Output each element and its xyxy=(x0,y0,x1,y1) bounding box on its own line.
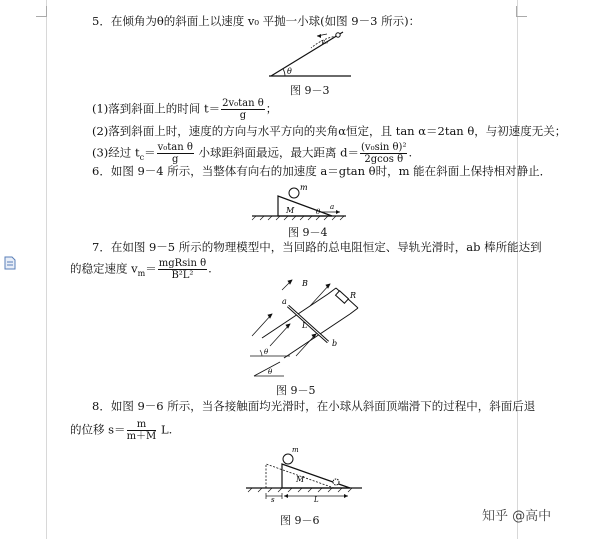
document-icon[interactable] xyxy=(4,256,16,270)
margin-corner-mark xyxy=(36,6,47,17)
theta-label: θ xyxy=(287,67,292,76)
m-label: m xyxy=(292,446,299,454)
figure-9-3 xyxy=(265,30,355,80)
problem-7-line2: 的稳定速度 $v_m=$ $\frac{\text{mgRsin θ}}{\text{B²L²}}$ . xyxy=(70,258,212,281)
figure-9-5 xyxy=(232,276,362,382)
figure-9-6 xyxy=(244,444,364,504)
problem-6-statement: 6．如图 9－4 所示，当整体有向右的加速度 a＝gtan θ时，m 能在斜面上保持相对静止． xyxy=(92,164,552,178)
s-label: s xyxy=(271,496,275,504)
M-label: M xyxy=(296,475,305,484)
a-label: a xyxy=(282,297,287,306)
margin-corner-mark xyxy=(516,6,527,17)
problem-5-sub1: (1)落到斜面上的时间 t＝ $\frac{\text{2v₀tan θ}}{g}$ ； xyxy=(92,98,278,121)
L-label: L xyxy=(314,496,319,504)
theta-label: θ xyxy=(268,368,273,376)
theta-label-bottom: θ xyxy=(264,348,269,356)
problem-5-sub3: (3)经过 $t_c=$ $\frac{\text{v₀tan θ}}{g}$ 小球距斜面最远，最大距离 d＝ $\frac{\text{(v₀sin θ)²}}{\text{2gcos θ}}$ . xyxy=(92,142,413,165)
b-label: b xyxy=(332,339,338,348)
m-label: m xyxy=(300,183,308,192)
problem-8-line1: 8．如图 9－6 所示，当各接触面均光滑时，在小球从斜面顶端滑下的过程中，斜面后退 xyxy=(92,399,536,413)
watermark: 知乎 @高中 xyxy=(482,509,552,524)
figure-9-3-caption: 图 9－3 xyxy=(290,84,330,97)
problem-5-statement: 5．在倾角为θ的斜面上以速度 v₀ 平抛一小球(如图 9－3 所示)： xyxy=(92,14,421,28)
M-label: M xyxy=(286,206,295,215)
figure-9-5-caption: 图 9－5 xyxy=(276,384,316,397)
figure-9-6-caption: 图 9－6 xyxy=(280,514,320,527)
figure-9-4-caption: 图 9－4 xyxy=(288,226,328,239)
R-label: R xyxy=(350,291,357,300)
figure-9-4 xyxy=(250,180,350,222)
problem-7-line1: 7．在如图 9－5 所示的物理模型中，当回路的总电阻恒定、导轨光滑时，ab 棒所能达到 xyxy=(92,240,542,254)
theta-label: θ xyxy=(316,208,321,216)
v0-label: v₀ xyxy=(321,38,328,46)
problem-8-line2: 的位移 s＝ $\frac{m}{m+M}$ L. xyxy=(70,419,173,442)
a-label: a xyxy=(330,203,335,211)
problem-5-sub2: (2)落到斜面上时，速度的方向与水平方向的夹角α恒定，且 tan α＝2tan θ，与初速度无关； xyxy=(92,124,567,138)
L-label: L xyxy=(302,321,308,330)
B-label: B xyxy=(302,279,308,288)
